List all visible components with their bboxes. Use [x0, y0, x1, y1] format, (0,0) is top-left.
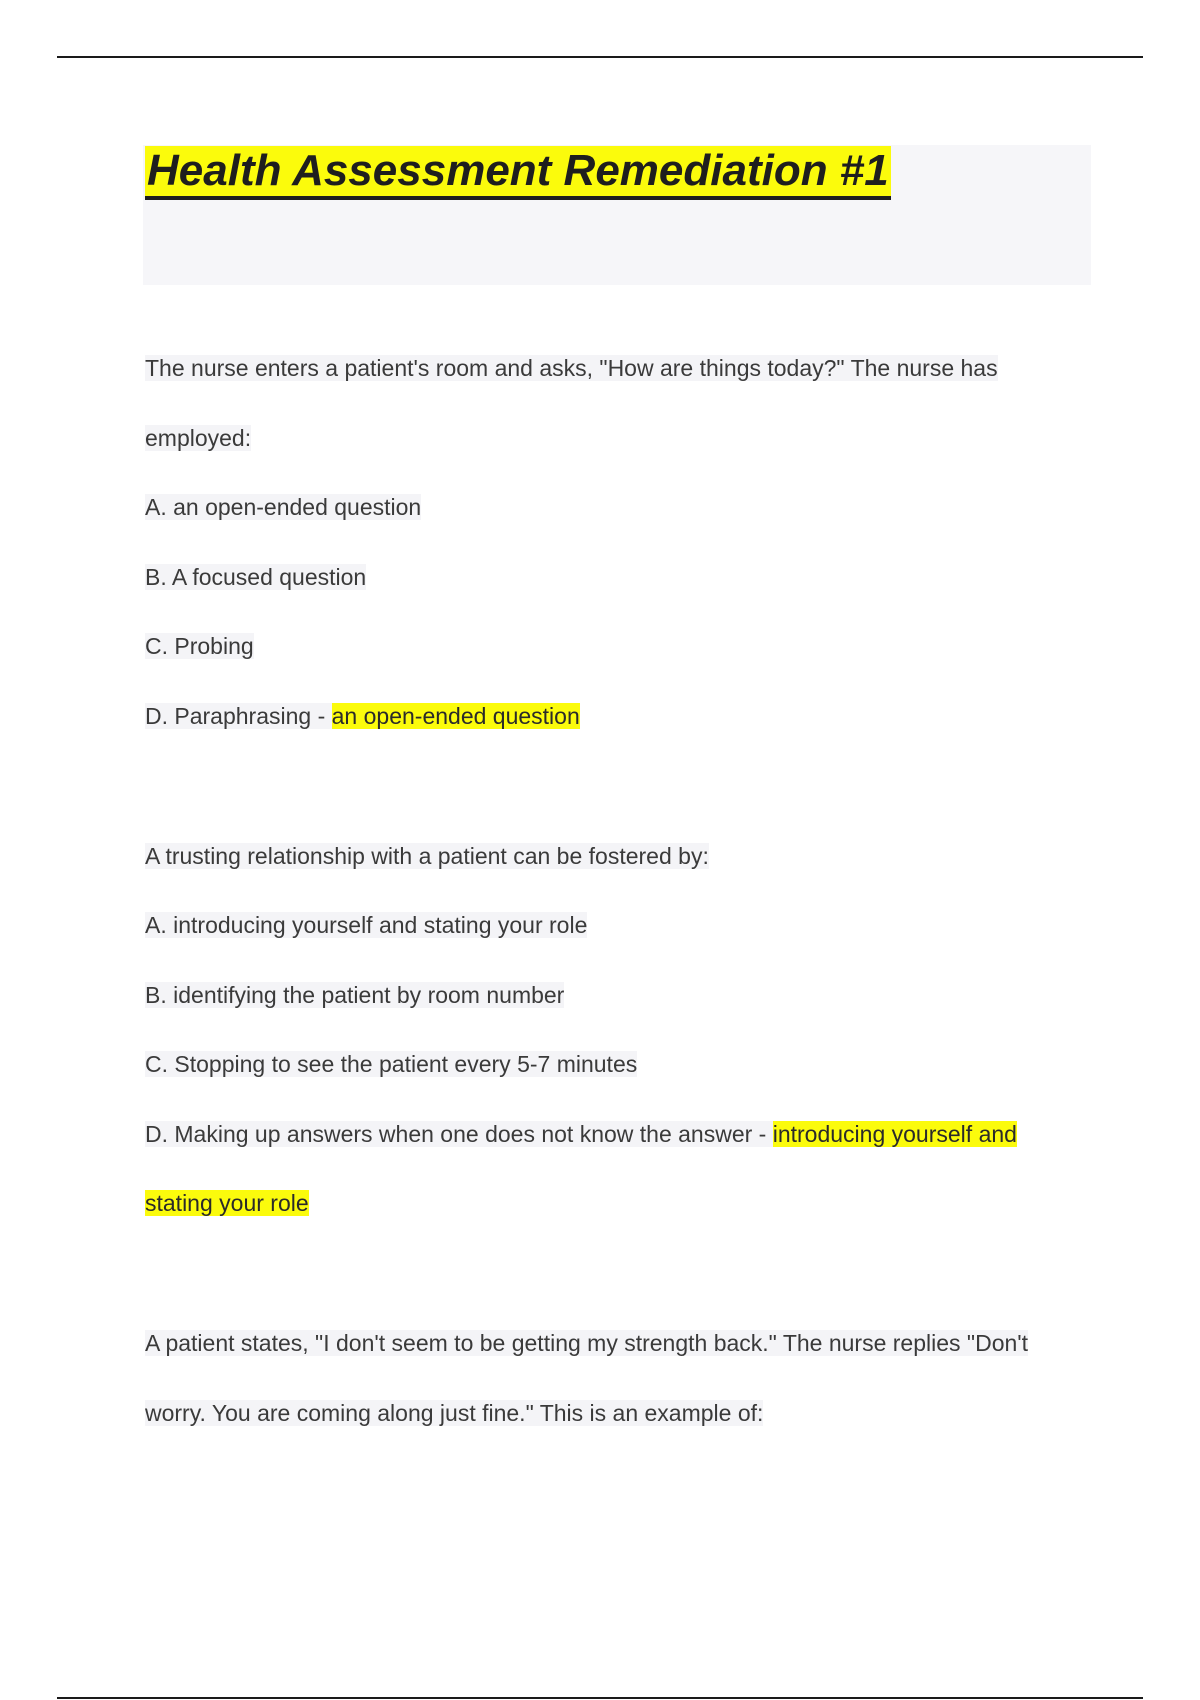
question-2-option-a: A. introducing yourself and stating your role — [145, 912, 588, 938]
question-2-option-d: D. Making up answers when one does not know the answer - introducing yourself and — [145, 1121, 1017, 1147]
question-1-stem-line-1: The nurse enters a patient's room and asks, "How are things today?" The nurse has — [145, 355, 998, 381]
header-rule — [57, 56, 1143, 58]
question-1-option-a: A. an open-ended question — [145, 494, 422, 520]
question-2-answer-highlight-line-1: introducing yourself and — [772, 1121, 1017, 1147]
question-2-option-b: B. identifying the patient by room number — [145, 982, 565, 1008]
question-3-stem-line-1: A patient states, "I don't seem to be getting my strength back." The nurse replies "Don't — [145, 1330, 1029, 1356]
question-1-option-c: C. Probing — [145, 633, 254, 659]
question-3-stem-line-2: worry. You are coming along just fine." This is an example of: — [145, 1400, 764, 1426]
question-1-stem-line-2: employed: — [145, 425, 252, 451]
question-2-answer-highlight-line-2: stating your role — [145, 1190, 309, 1216]
question-1-answer-highlight: an open-ended question — [331, 703, 580, 729]
document-title: Health Assessment Remediation #1 — [145, 146, 891, 200]
footer-rule — [57, 1697, 1143, 1699]
question-2-answer-line-2 — [145, 1187, 309, 1219]
question-2-stem: A trusting relationship with a patient can be fostered by: — [145, 843, 709, 869]
question-1-option-d: D. Paraphrasing - an open-ended question — [145, 703, 580, 729]
question-2-option-c: C. Stopping to see the patient every 5-7 minutes — [145, 1051, 638, 1077]
question-1-option-b: B. A focused question — [145, 564, 367, 590]
